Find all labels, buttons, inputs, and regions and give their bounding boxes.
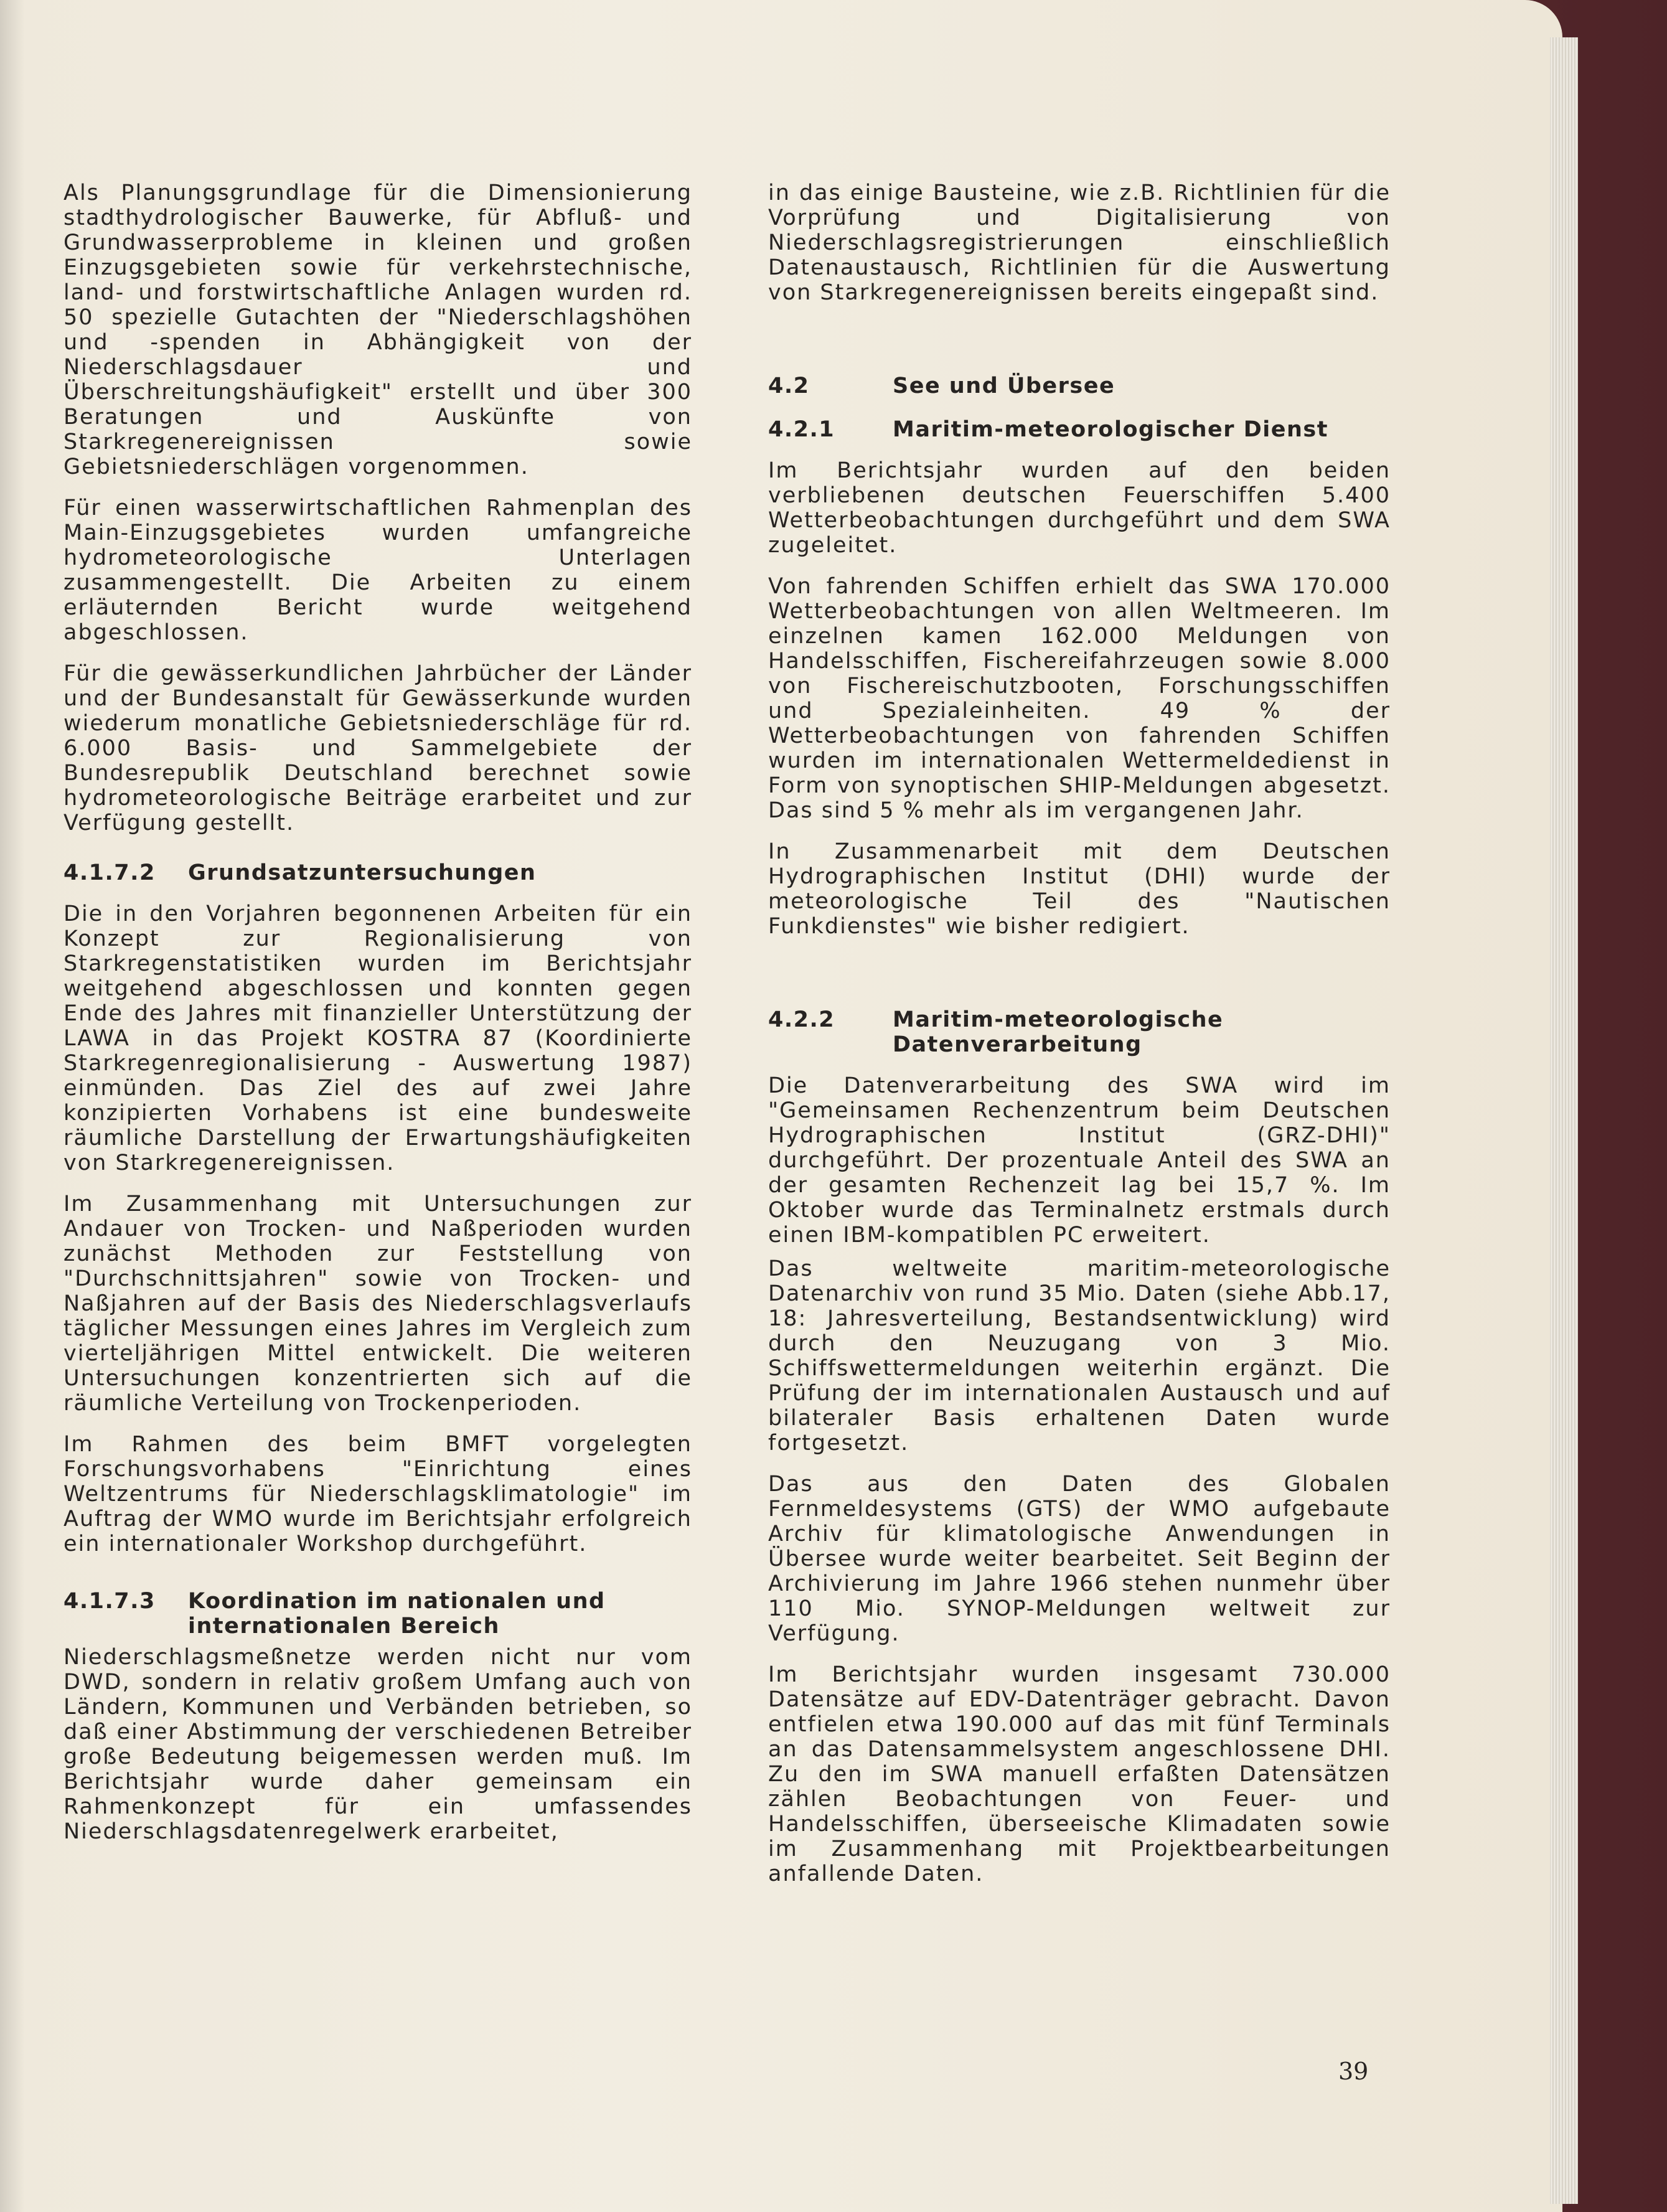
- right-column: [768, 181, 1391, 1886]
- section-number: 4.2: [768, 374, 810, 398]
- section-title: Maritim-meteorologische Datenverarbeitung: [893, 1007, 1224, 1057]
- section-heading: [63, 860, 692, 885]
- paragraph: Im Berichtsjahr wurden auf den beiden verbliebenen deutschen Feuerschiffen 5.400 Wetterbeobachtungen durchgeführt und dem SWA zugeleitet.: [768, 458, 1391, 558]
- paragraph: Als Planungsgrundlage für die Dimensionierung stadthydrologischer Bauwerke, für Abfluß- und Grundwasserprobleme in kleinen und großen Einzugsgebieten sowie für verkehrstechnische, land- und forstwirtschaftliche Anlagen wurden rd. 50 spezielle Gutachten der "Niederschlagshöhen und -spenden in Abhängigkeit von der Niederschlagsdauer und Überschreitungshäufigkeit" erstellt und über 300 Beratungen und Auskünfte von Starkregenereignissen sowie Gebietsniederschlägen vorgenommen.: [63, 181, 692, 479]
- section-heading: [768, 1007, 1391, 1057]
- page-number: 39: [1338, 2058, 1369, 2085]
- paragraph: in das einige Bausteine, wie z.B. Richtlinien für die Vorprüfung und Digitalisierung von Niederschlagsregistrierungen einschließlich Datenaustausch, Richtlinien für die Auswertung von Starkregenereignissen bereits eingepaßt sind.: [768, 181, 1391, 305]
- section-number: 4.1.7.3: [63, 1589, 156, 1614]
- paragraph: Das aus den Daten des Globalen Fernmeldesystems (GTS) der WMO aufgebaute Archiv für klimatologische Anwendungen in Übersee wurde weiter bearbeitet. Seit Beginn der Archivierung im Jahre 1966 stehen nunmehr über 110 Mio. SYNOP-Meldungen weltweit zur Verfügung.: [768, 1472, 1391, 1646]
- section-heading: [768, 374, 1391, 398]
- section-number: 4.2.1: [768, 417, 835, 442]
- paragraph: Für die gewässerkundlichen Jahrbücher der Länder und der Bundesanstalt für Gewässerkunde wurden wiederum monatliche Gebietsniederschläge für rd. 6.000 Basis- und Sammelgebiete der Bundesrepublik Deutschland berechnet sowie hydrometeorologische Beiträge erarbeitet und zur Verfügung gestellt.: [63, 661, 692, 835]
- paragraph: Das weltweite maritim-meteorologische Datenarchiv von rund 35 Mio. Daten (siehe Abb.17, 18: Jahresverteilung, Bestandsentwicklung) wird durch den Neuzugang von 3 Mio. Schiffswettermeldungen weiterhin ergänzt. Die Prüfung der im internationalen Austausch und auf bilateraler Basis erhaltenen Daten wurde fortgesetzt.: [768, 1256, 1391, 1456]
- section-title: Maritim-meteorologischer Dienst: [893, 417, 1328, 442]
- paragraph: Im Zusammenhang mit Untersuchungen zur Andauer von Trocken- und Naßperioden wurden zunächst Methoden zur Feststellung von "Durchschnittsjahren" sowie von Trocken- und Naßjahren auf der Basis des Niederschlagsverlaufs täglicher Messungen eines Jahres im Vergleich zum vierteljährigen Mittel entwickelt. Die weiteren Untersuchungen konzentrierten sich auf die räumliche Verteilung von Trockenperioden.: [63, 1192, 692, 1416]
- section-number: 4.1.7.2: [63, 860, 156, 885]
- binding-shadow: [0, 0, 25, 2212]
- paragraph: Niederschlagsmeßnetze werden nicht nur vom DWD, sondern in relativ großem Umfang auch von Ländern, Kommunen und Verbänden betrieben, so daß einer Abstimmung der verschiedenen Betreiber große Bedeutung beigemessen werden muß. Im Berichtsjahr wurde daher gemeinsam ein Rahmenkonzept für ein umfassendes Niederschlagsdatenregelwerk erarbeitet,: [63, 1645, 692, 1844]
- left-column: [63, 181, 692, 1844]
- paragraph: Im Berichtsjahr wurden insgesamt 730.000 Datensätze auf EDV-Datenträger gebracht. Davon entfielen etwa 190.000 auf das mit fünf Terminals an das Datensammelsystem angeschlossene DHI. Zu den im SWA manuell erfaßten Datensätzen zählen Beobachtungen von Feuer- und Handelsschiffen, überseeische Klimadaten sowie im Zusammenhang mit Projektbearbeitungen anfallende Daten.: [768, 1662, 1391, 1886]
- page-edges: [1550, 37, 1578, 2204]
- paragraph: Die Datenverarbeitung des SWA wird im "Gemeinsamen Rechenzentrum beim Deutschen Hydrographischen Institut (GRZ-DHI)" durchgeführt. Der prozentuale Anteil des SWA an der gesamten Rechenzeit lag bei 15,7 %. Im Oktober wurde das Terminalnetz erstmals durch einen IBM-kompatiblen PC erweitert.: [768, 1073, 1391, 1248]
- paragraph: Im Rahmen des beim BMFT vorgelegten Forschungsvorhabens "Einrichtung eines Weltzentrums für Niederschlagsklimatologie" im Auftrag der WMO wurde im Berichtsjahr erfolgreich ein internationaler Workshop durchgeführt.: [63, 1432, 692, 1556]
- paragraph: In Zusammenarbeit mit dem Deutschen Hydrographischen Institut (DHI) wurde der meteorologische Teil des "Nautischen Funkdienstes" wie bisher redigiert.: [768, 839, 1391, 939]
- section-title: See und Übersee: [893, 374, 1115, 398]
- section-heading: [63, 1589, 692, 1639]
- section-title: Grundsatzuntersuchungen: [188, 860, 537, 885]
- paragraph: Von fahrenden Schiffen erhielt das SWA 170.000 Wetterbeobachtungen von allen Weltmeeren. Im einzelnen kamen 162.000 Meldungen von Handelsschiffen, Fischereifahrzeugen sowie 8.000 von Fischereischutzbooten, Forschungsschiffen und Spezialeinheiten. 49 % der Wetterbeobachtungen von fahrenden Schiffen wurden im internationalen Wettermeldedienst in Form von synoptischen SHIP-Meldungen abgesetzt. Das sind 5 % mehr als im vergangenen Jahr.: [768, 574, 1391, 823]
- section-number: 4.2.2: [768, 1007, 835, 1032]
- section-title: Koordination im nationalen und internationalen Bereich: [188, 1589, 606, 1639]
- section-heading: [768, 417, 1391, 442]
- paragraph: Für einen wasserwirtschaftlichen Rahmenplan des Main-Einzugsgebietes wurden umfangreiche hydrometeorologische Unterlagen zusammengestellt. Die Arbeiten zu einem erläuternden Bericht wurde weitgehend abgeschlossen.: [63, 496, 692, 645]
- paragraph: Die in den Vorjahren begonnenen Arbeiten für ein Konzept zur Regionalisierung von Starkregenstatistiken wurden im Berichtsjahr weitgehend abgeschlossen und konnten gegen Ende des Jahres mit finanzieller Unterstützung der LAWA in das Projekt KOSTRA 87 (Koordinierte Starkregenregionalisierung - Auswertung 1987) einmünden. Das Ziel des auf zwei Jahre konzipierten Vorhabens ist eine bundesweite räumliche Darstellung der Erwartungshäufigkeiten von Starkregenereignissen.: [63, 901, 692, 1175]
